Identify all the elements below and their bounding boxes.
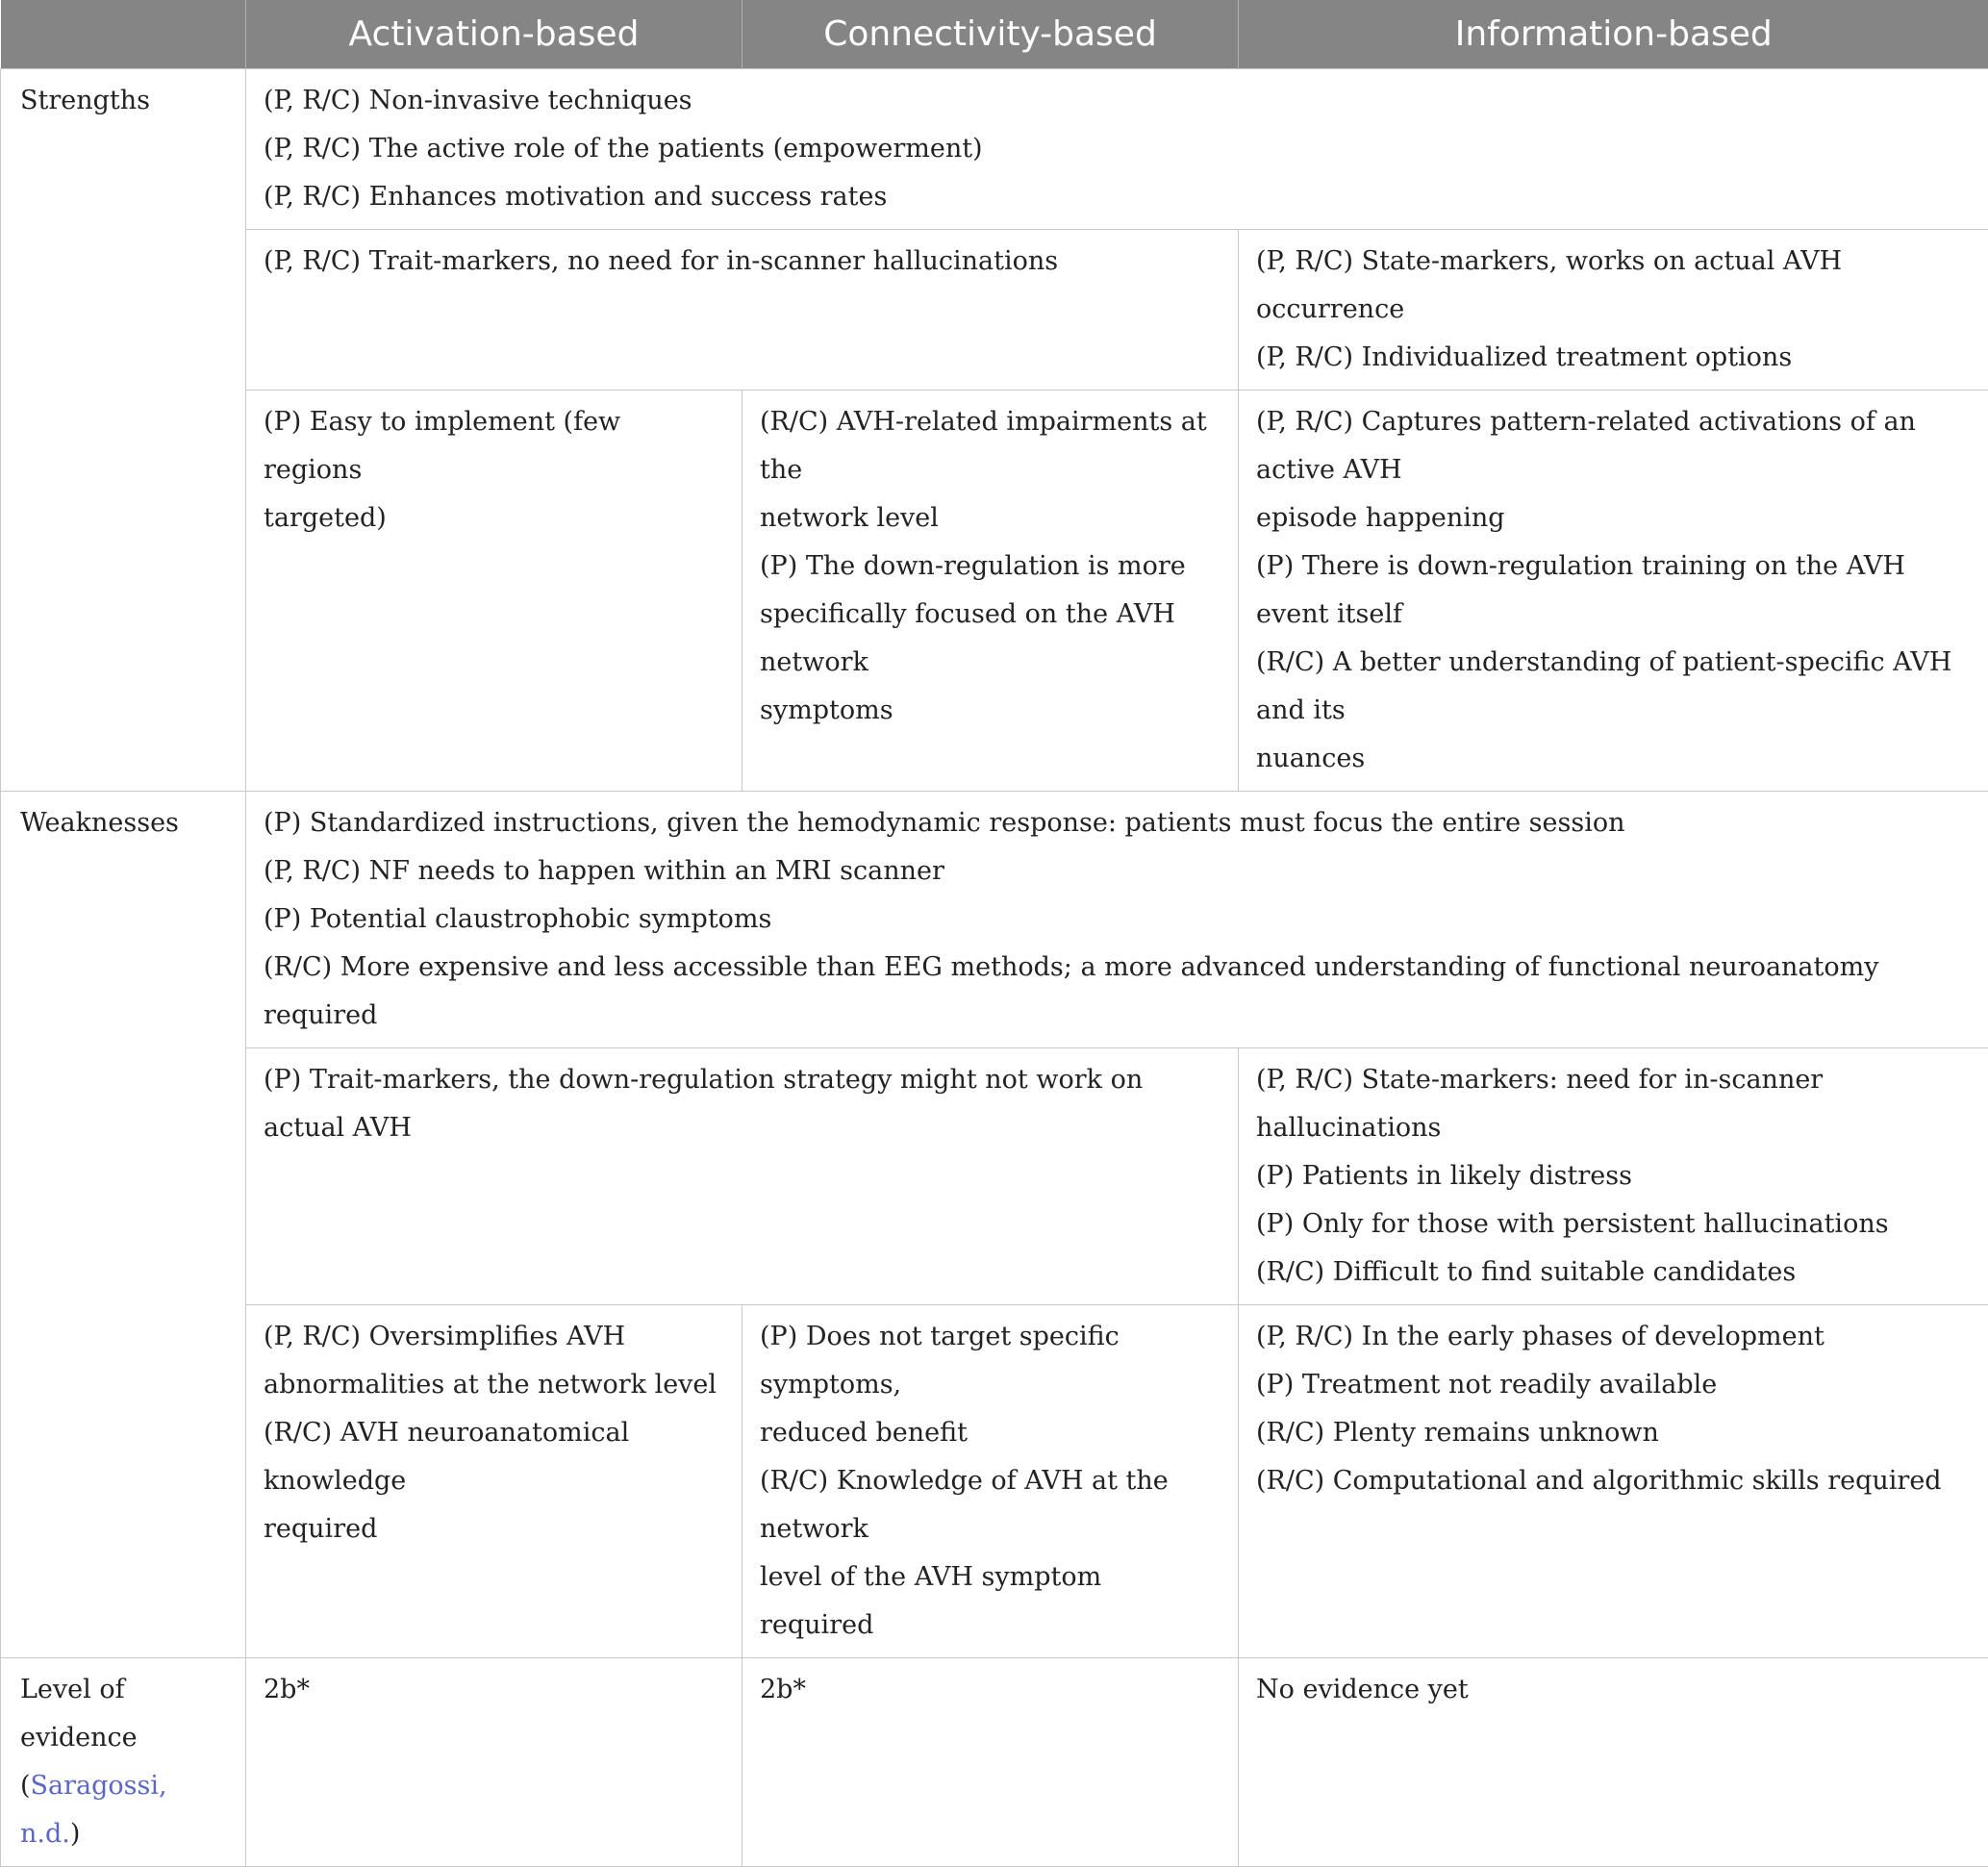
weaknesses-activation-line: (R/C) AVH neuroanatomical knowledge: [264, 1409, 724, 1505]
weaknesses-connectivity-line: level of the AVH symptom required: [760, 1553, 1220, 1650]
weaknesses-information-line: (P, R/C) In the early phases of development: [1256, 1313, 1971, 1361]
header-row: [1, 0, 1988, 69]
weaknesses-information-cell: [1239, 1048, 1988, 1305]
strengths-information-line: (P) There is down-regulation training on the AVH event itself: [1256, 542, 1971, 639]
strengths-activation-line: (P) Easy to implement (few regions: [264, 398, 724, 494]
evidence-information-cell: No evidence yet: [1239, 1658, 1988, 1867]
weaknesses-activation-line: required: [264, 1505, 724, 1553]
weaknesses-info-item: (P) Only for those with persistent hallucinations: [1256, 1200, 1971, 1249]
weaknesses-row-specific: [1, 1305, 1988, 1658]
evidence-activation-cell: 2b*: [246, 1658, 742, 1867]
strengths-information-line: episode happening: [1256, 494, 1971, 542]
strengths-ac-item: (P, R/C) Trait-markers, no need for in-scanner hallucinations: [264, 238, 1220, 286]
citation-close-paren: ): [70, 1819, 81, 1849]
weaknesses-info-item: (P, R/C) State-markers: need for in-scanner hallucinations: [1256, 1056, 1971, 1152]
weaknesses-information-line: (R/C) Computational and algorithmic skills required: [1256, 1457, 1971, 1505]
strengths-information-cell: [1239, 230, 1988, 391]
strengths-label: Strengths: [1, 69, 246, 792]
weaknesses-row-all: [1, 792, 1988, 1048]
weaknesses-activation-line: abnormalities at the network level: [264, 1361, 724, 1409]
strengths-info-item: (P, R/C) Individualized treatment options: [1256, 334, 1971, 382]
weaknesses-activation-cell: [246, 1305, 742, 1658]
strengths-all-cell: [246, 69, 1988, 230]
strengths-connectivity-cell: [742, 391, 1239, 792]
evidence-citation: [20, 1762, 228, 1858]
weaknesses-connectivity-line: (P) Does not target specific symptoms,: [760, 1313, 1220, 1409]
weaknesses-label: Weaknesses: [1, 792, 246, 1658]
weaknesses-information-specific-cell: [1239, 1305, 1988, 1658]
weaknesses-activation-connectivity-cell: [246, 1048, 1239, 1305]
strengths-all-item: (P, R/C) Enhances motivation and success rates: [264, 173, 1971, 221]
weaknesses-activation-line: (P, R/C) Oversimplifies AVH: [264, 1313, 724, 1361]
strengths-connectivity-line: (P) The down-regulation is more: [760, 542, 1220, 591]
weaknesses-all-item: (P) Potential claustrophobic symptoms: [264, 896, 1971, 944]
weaknesses-all-cell: [246, 792, 1988, 1048]
weaknesses-connectivity-line: (R/C) Knowledge of AVH at the network: [760, 1457, 1220, 1553]
evidence-label-text: Level of evidence: [20, 1666, 228, 1762]
weaknesses-row-markers: [1, 1048, 1988, 1305]
strengths-activation-connectivity-cell: [246, 230, 1239, 391]
weaknesses-all-item: (P) Standardized instructions, given the hemodynamic response: patients must focus the entire session: [264, 799, 1971, 847]
weaknesses-all-item: (P, R/C) NF needs to happen within an MRI scanner: [264, 847, 1971, 896]
weaknesses-info-item: (P) Patients in likely distress: [1256, 1152, 1971, 1200]
strengths-connectivity-line: (R/C) AVH-related impairments at the: [760, 398, 1220, 494]
weaknesses-information-line: (P) Treatment not readily available: [1256, 1361, 1971, 1409]
evidence-row: [1, 1658, 1988, 1867]
weaknesses-ac-item: (P) Trait-markers, the down-regulation strategy might not work on actual AVH: [264, 1056, 1220, 1152]
weaknesses-information-line: (R/C) Plenty remains unknown: [1256, 1409, 1971, 1457]
evidence-label: [1, 1658, 246, 1867]
strengths-all-item: (P, R/C) The active role of the patients (empowerment): [264, 125, 1971, 173]
strengths-information-line: (R/C) A better understanding of patient-specific AVH and its: [1256, 639, 1971, 735]
weaknesses-all-item: (R/C) More expensive and less accessible than EEG methods; a more advanced understanding of functional neuroanatomy required: [264, 944, 1971, 1040]
citation-open-paren: (: [20, 1771, 31, 1801]
weaknesses-info-item: (R/C) Difficult to find suitable candidates: [1256, 1249, 1971, 1297]
strengths-information-line: (P, R/C) Captures pattern-related activations of an active AVH: [1256, 398, 1971, 494]
strengths-all-item: (P, R/C) Non-invasive techniques: [264, 77, 1971, 125]
header-connectivity: Connectivity-based: [742, 0, 1239, 69]
header-blank: [1, 0, 246, 69]
header-activation: Activation-based: [246, 0, 742, 69]
strengths-row-markers: [1, 230, 1988, 391]
strengths-connectivity-line: symptoms: [760, 687, 1220, 735]
strengths-info-item: (P, R/C) State-markers, works on actual AVH occurrence: [1256, 238, 1971, 334]
strengths-row-all: [1, 69, 1988, 230]
citation-link[interactable]: Saragossi, n.d.: [20, 1771, 167, 1849]
strengths-activation-line: targeted): [264, 494, 724, 542]
strengths-row-specific: [1, 391, 1988, 792]
evidence-connectivity-cell: 2b*: [742, 1658, 1239, 1867]
strengths-information-specific-cell: [1239, 391, 1988, 792]
strengths-connectivity-line: specifically focused on the AVH network: [760, 591, 1220, 687]
strengths-connectivity-line: network level: [760, 494, 1220, 542]
strengths-information-line: nuances: [1256, 735, 1971, 783]
header-information: Information-based: [1239, 0, 1988, 69]
strengths-activation-cell: [246, 391, 742, 792]
weaknesses-connectivity-cell: [742, 1305, 1239, 1658]
weaknesses-connectivity-line: reduced benefit: [760, 1409, 1220, 1457]
